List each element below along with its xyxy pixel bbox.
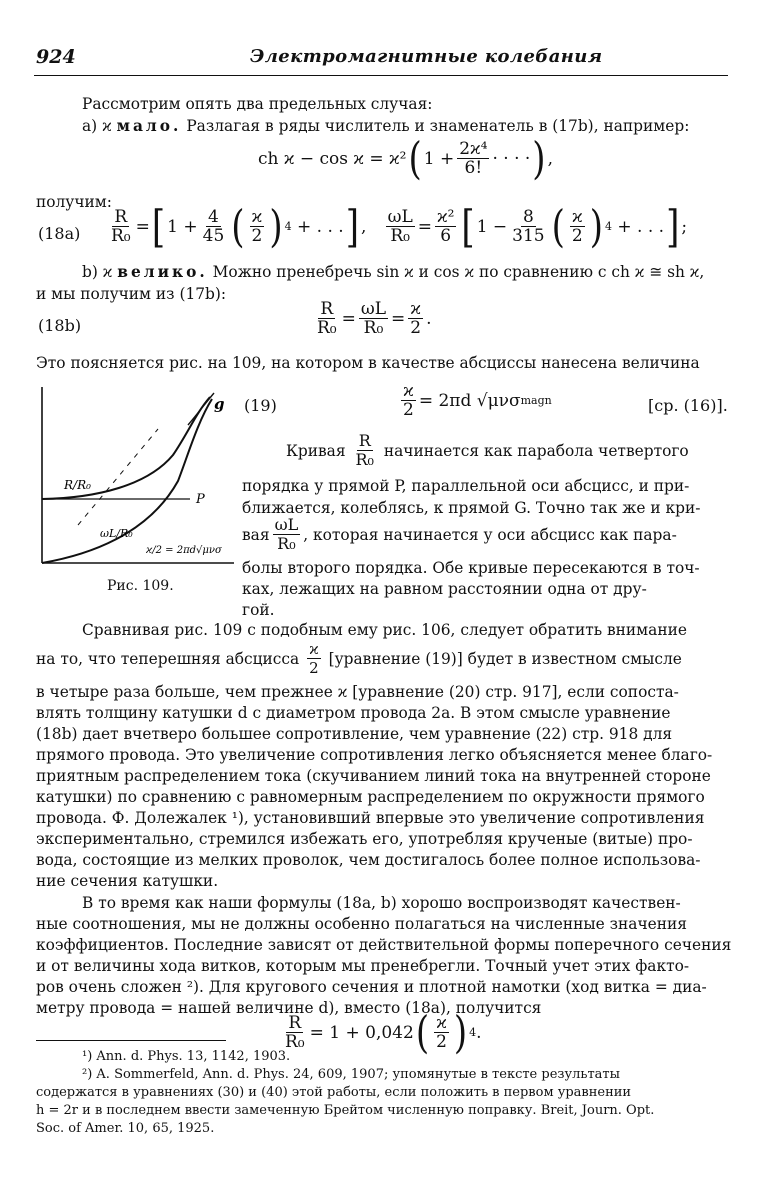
text-line: вая $\frac{\omega L}{\text{R₀}}$ , которая начинается у оси абсцисс как пара- xyxy=(242,515,677,553)
text-line: провода. Ф. Долежалек ¹), установивший впервые это увеличение сопротивления xyxy=(36,809,705,827)
footnote: ²) A. Sommerfeld, Ann. d. Phys. 24, 609, 1907; упомянутые в тексте результаты xyxy=(82,1067,620,1082)
text-line: гой. xyxy=(242,601,275,619)
text-line: ках, лежащих на равном расстоянии одна от дру- xyxy=(242,580,647,598)
text-line: ближается, колеблясь, к прямой G. Точно так же и кри- xyxy=(242,499,701,517)
equation-label: (18a) xyxy=(38,224,81,243)
equation-18a: $\frac{R}{\text{R₀}}$ = [ 1 + $\frac{4}{45}$ ( $\frac{ϰ}{2}$ ) 4 + . . . ] , $\frac{\omega L}{\text{R₀}}$ = $\frac{\text{ϰ²}}{6}$ [ 1 − $\frac{8}{315}$ ( $\frac{ϰ}{2}$ ) 4 + . . . ] ; xyxy=(111,200,688,253)
text-line: ние сечения катушки. xyxy=(36,872,219,890)
footnote: ¹) Ann. d. Phys. 13, 1142, 1903. xyxy=(82,1049,291,1064)
text-line: и от величины хода витков, которым мы пренебрегли. Точный учет этих факто- xyxy=(36,957,690,975)
text-line: экспериментально, стремился избежать его, употребляя крученые (витые) про- xyxy=(36,830,693,848)
text-line: метру провода = нашей величине d), вместо (18a), получится xyxy=(36,999,542,1017)
text-line: В то время как наши формулы (18a, b) хорошо воспроизводят качествен- xyxy=(82,894,681,912)
equation-final: $\frac{R}{\text{R₀}}$ = 1 + 0,042 ( $\frac{ϰ}{2}$ ) 4 . xyxy=(285,1006,482,1059)
text-line: вода, состоящие из мелких проволок, чем достигалось более полное использова- xyxy=(36,851,701,869)
text-line: Рассмотрим опять два предельных случая: xyxy=(82,95,433,113)
footnote-rule xyxy=(36,1040,226,1041)
text-line: порядка у прямой P, параллельной оси абсцисс, и при- xyxy=(242,477,690,495)
figure-caption: Рис. 109. xyxy=(107,578,174,594)
text-line: прямого провода. Это увеличение сопротивления легко объясняется менее благо- xyxy=(36,746,713,764)
equation-label: (18b) xyxy=(38,316,82,335)
text-line: a) ϰ мало. Разлагая в ряды числитель и знаменатель в (17b), например: xyxy=(82,117,690,135)
equation-19: $\frac{ϰ}{2}$ = 2πd √μνσ magn xyxy=(403,381,552,420)
label-abscissa: ϰ/2 = 2πd√μνσ xyxy=(146,545,222,556)
running-title: Электромагнитные колебания xyxy=(250,46,603,67)
text-line: b) ϰ велико. Можно пренебречь sin ϰ и cos ϰ по сравнению с ch ϰ ≅ sh ϰ, xyxy=(82,263,705,281)
label-wL-over-R0: ωL/R₀ xyxy=(100,527,133,540)
header-rule xyxy=(34,75,728,76)
text-line: на то, что теперешняя абсцисса $\frac{ϰ}{2}$ [уравнение (19)] будет в известном смысле xyxy=(36,640,682,677)
label-G: g xyxy=(214,395,225,413)
text-line: болы второго порядка. Обе кривые пересекаются в точ- xyxy=(242,559,700,577)
text-line: Это поясняется рис. на 109, на котором в качестве абсциссы нанесена величина xyxy=(36,354,700,372)
text-line: и мы получим из (17b): xyxy=(36,285,227,303)
equation-label: (19) xyxy=(244,396,277,415)
text-line: влять толщину катушки d с диаметром провода 2a. В этом смысле уравнение xyxy=(36,704,671,722)
text-line: ров очень сложен ²). Для кругового сечения и плотной намотки (ход витка = диа- xyxy=(36,978,707,996)
equation-reference: [ср. (16)]. xyxy=(648,396,728,415)
text-line: Сравнивая рис. 109 с подобным ему рис. 106, следует обратить внимание xyxy=(82,621,687,639)
label-P: P xyxy=(196,492,205,507)
equation-expansion: ch ϰ − cos ϰ = ϰ² ( 1 + $\frac{\text{2ϰ⁴}}{6!}$ · · · · ) , xyxy=(258,132,553,185)
equation-18b: $\frac{R}{\text{R₀}}$ = $\frac{\omega L}{\text{R₀}}$ = $\frac{ϰ}{2}$ . xyxy=(317,299,432,338)
text-line: получим: xyxy=(36,193,112,211)
page-number: 924 xyxy=(36,46,76,68)
footnote: содержатся в уравнениях (30) и (40) этой работы, если положить в первом уравнении xyxy=(36,1085,632,1100)
footnote: h = 2r и в последнем ввести замеченную Брейтом численную поправку. Breit, Journ. Opt. xyxy=(36,1103,655,1118)
text-line: приятным распределением тока (скучиванием линий тока на внутренней стороне xyxy=(36,767,711,785)
text-line: катушки) по сравнению с равномерным распределением по окружности прямого xyxy=(36,788,705,806)
text-line: коэффициентов. Последние зависят от действительной формы поперечного сечения xyxy=(36,936,732,954)
footnote: Soc. of Amer. 10, 65, 1925. xyxy=(36,1121,215,1136)
text-line: Кривая $\frac{R}{\text{R₀}}$ начинается как парабола четвертого xyxy=(286,431,689,469)
text-line: (18b) дает вчетверо большее сопротивление, чем уравнение (22) стр. 918 для xyxy=(36,725,673,743)
text-line: ные соотношения, мы не должны особенно полагаться на численные значения xyxy=(36,915,687,933)
figure-109 xyxy=(38,385,234,570)
text-line: в четыре раза больше, чем прежнее ϰ [уравнение (20) стр. 917], если сопоста- xyxy=(36,683,679,701)
label-R-over-R0: R/R₀ xyxy=(64,478,91,492)
